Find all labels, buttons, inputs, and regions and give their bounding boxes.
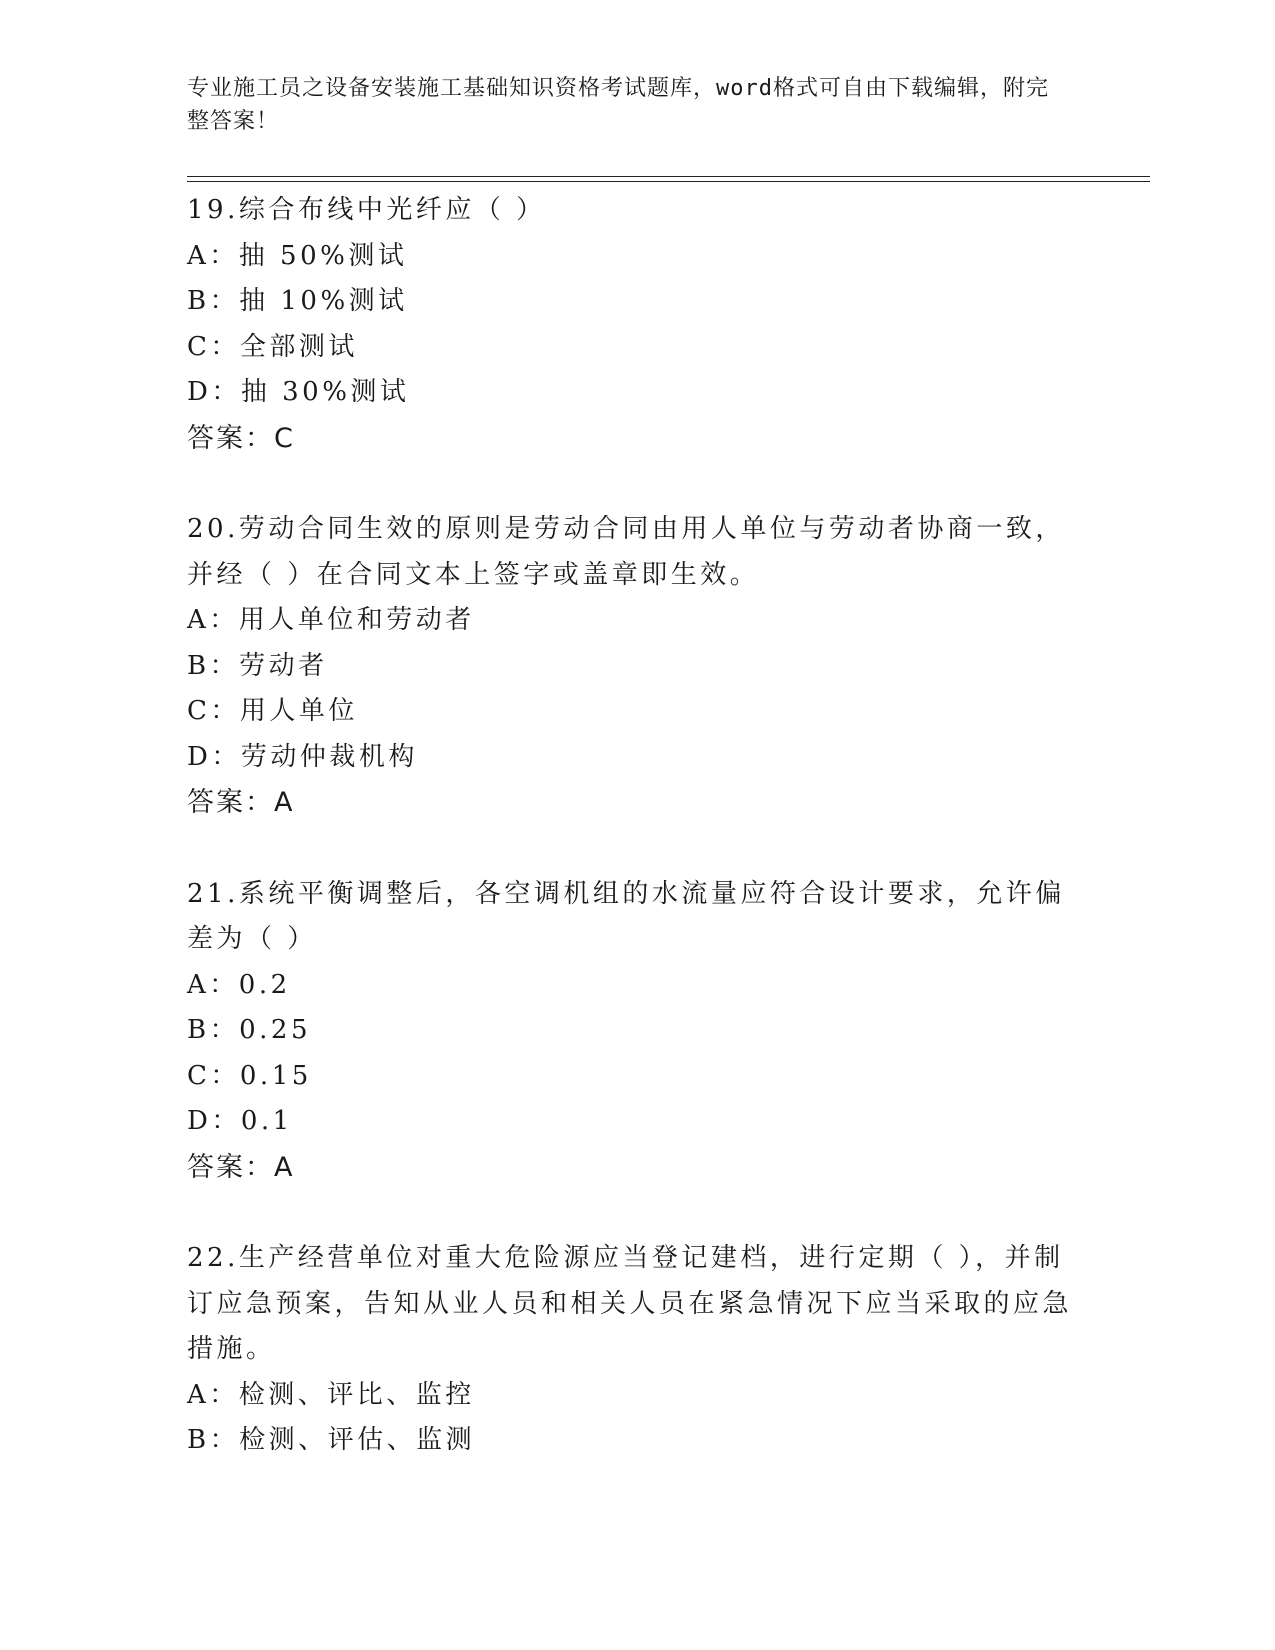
answer: 答案：A bbox=[187, 1151, 295, 1183]
question-22 bbox=[187, 1236, 1087, 1464]
option-c: C：用人单位 bbox=[187, 696, 358, 726]
question-19 bbox=[187, 188, 1087, 461]
answer: 答案：A bbox=[187, 787, 295, 818]
option-c: C：0.15 bbox=[187, 1060, 312, 1091]
option-b: B：0.25 bbox=[187, 1015, 311, 1045]
option-a: A：抽 50%测试 bbox=[187, 240, 408, 271]
question-list bbox=[187, 188, 1087, 1510]
question-stem: 19.综合布线中光纤应（ ） bbox=[187, 195, 546, 225]
option-c: C：全部测试 bbox=[187, 331, 358, 362]
option-a: A：用人单位和劳动者 bbox=[187, 605, 475, 635]
question-21 bbox=[187, 872, 1087, 1191]
option-d: D：0.1 bbox=[187, 1106, 293, 1136]
header-rule-bottom bbox=[187, 181, 1150, 182]
option-d: D：劳动仲裁机构 bbox=[187, 741, 418, 772]
answer: 答案：C bbox=[187, 422, 295, 454]
option-d: D：抽 30%测试 bbox=[187, 377, 410, 407]
option-b: B：检测、评估、监测 bbox=[187, 1425, 476, 1455]
question-stem: 21.系统平衡调整后，各空调机组的水流量应符合设计要求，允许偏差为（ ） bbox=[187, 878, 1065, 954]
option-b: B：抽 10%测试 bbox=[187, 286, 408, 316]
option-a: A：0.2 bbox=[187, 969, 291, 1000]
question-20 bbox=[187, 507, 1087, 826]
option-b: B：劳动者 bbox=[187, 650, 328, 681]
question-stem: 22.生产经营单位对重大危险源应当登记建档，进行定期（ ），并制订应急预案，告知从业人员和相关人员在紧急情况下应当采取的应急措施。 bbox=[187, 1243, 1073, 1364]
option-a: A：检测、评比、监控 bbox=[187, 1379, 475, 1410]
document-header: 专业施工员之设备安装施工基础知识资格考试题库，word格式可自由下载编辑，附完整答案！ bbox=[187, 76, 1049, 134]
header-rule-top bbox=[187, 176, 1150, 177]
question-stem: 20.劳动合同生效的原则是劳动合同由用人单位与劳动者协商一致，并经（ ）在合同文本上签字或盖章即生效。 bbox=[187, 514, 1065, 590]
